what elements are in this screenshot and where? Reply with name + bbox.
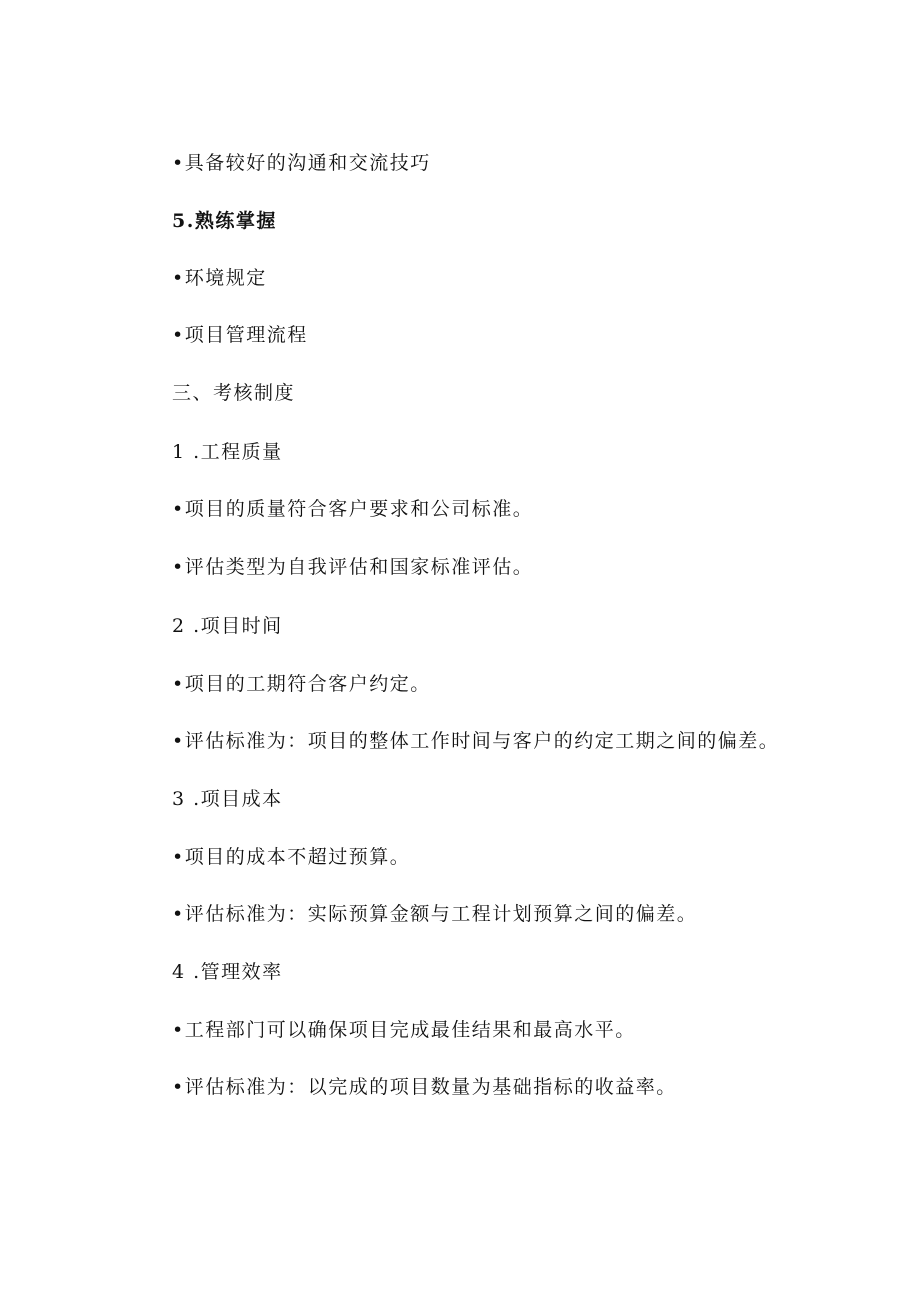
bullet-communication-skills: •具备较好的沟通和交流技巧	[172, 152, 431, 174]
heading-project-cost: 3 .项目成本	[172, 788, 283, 810]
bullet-project-management-process: •项目管理流程	[172, 324, 308, 346]
bullet-efficiency-evaluation: •评估标准为：以完成的项目数量为基础指标的收益率。	[172, 1076, 677, 1098]
bullet-time-evaluation: •评估标准为：项目的整体工作时间与客户的约定工期之间的偏差。	[172, 730, 780, 752]
bullet-cost-budget: •项目的成本不超过预算。	[172, 846, 411, 868]
heading-management-efficiency: 4 .管理效率	[172, 961, 283, 983]
heading-engineering-quality: 1 .工程质量	[172, 441, 283, 463]
section-heading-assessment: 三、考核制度	[172, 382, 296, 404]
bullet-efficiency-goal: •工程部门可以确保项目完成最佳结果和最高水平。	[172, 1019, 636, 1041]
bullet-schedule: •项目的工期符合客户约定。	[172, 673, 431, 695]
bullet-environment-rules: •环境规定	[172, 267, 267, 289]
heading-proficiency: 5.熟练掌握	[172, 210, 277, 232]
bullet-cost-evaluation: •评估标准为：实际预算金额与工程计划预算之间的偏差。	[172, 903, 698, 925]
heading-project-time: 2 .项目时间	[172, 615, 283, 637]
bullet-quality-evaluation: •评估类型为自我评估和国家标准评估。	[172, 556, 534, 578]
bullet-quality-standard: •项目的质量符合客户要求和公司标准。	[172, 498, 534, 520]
